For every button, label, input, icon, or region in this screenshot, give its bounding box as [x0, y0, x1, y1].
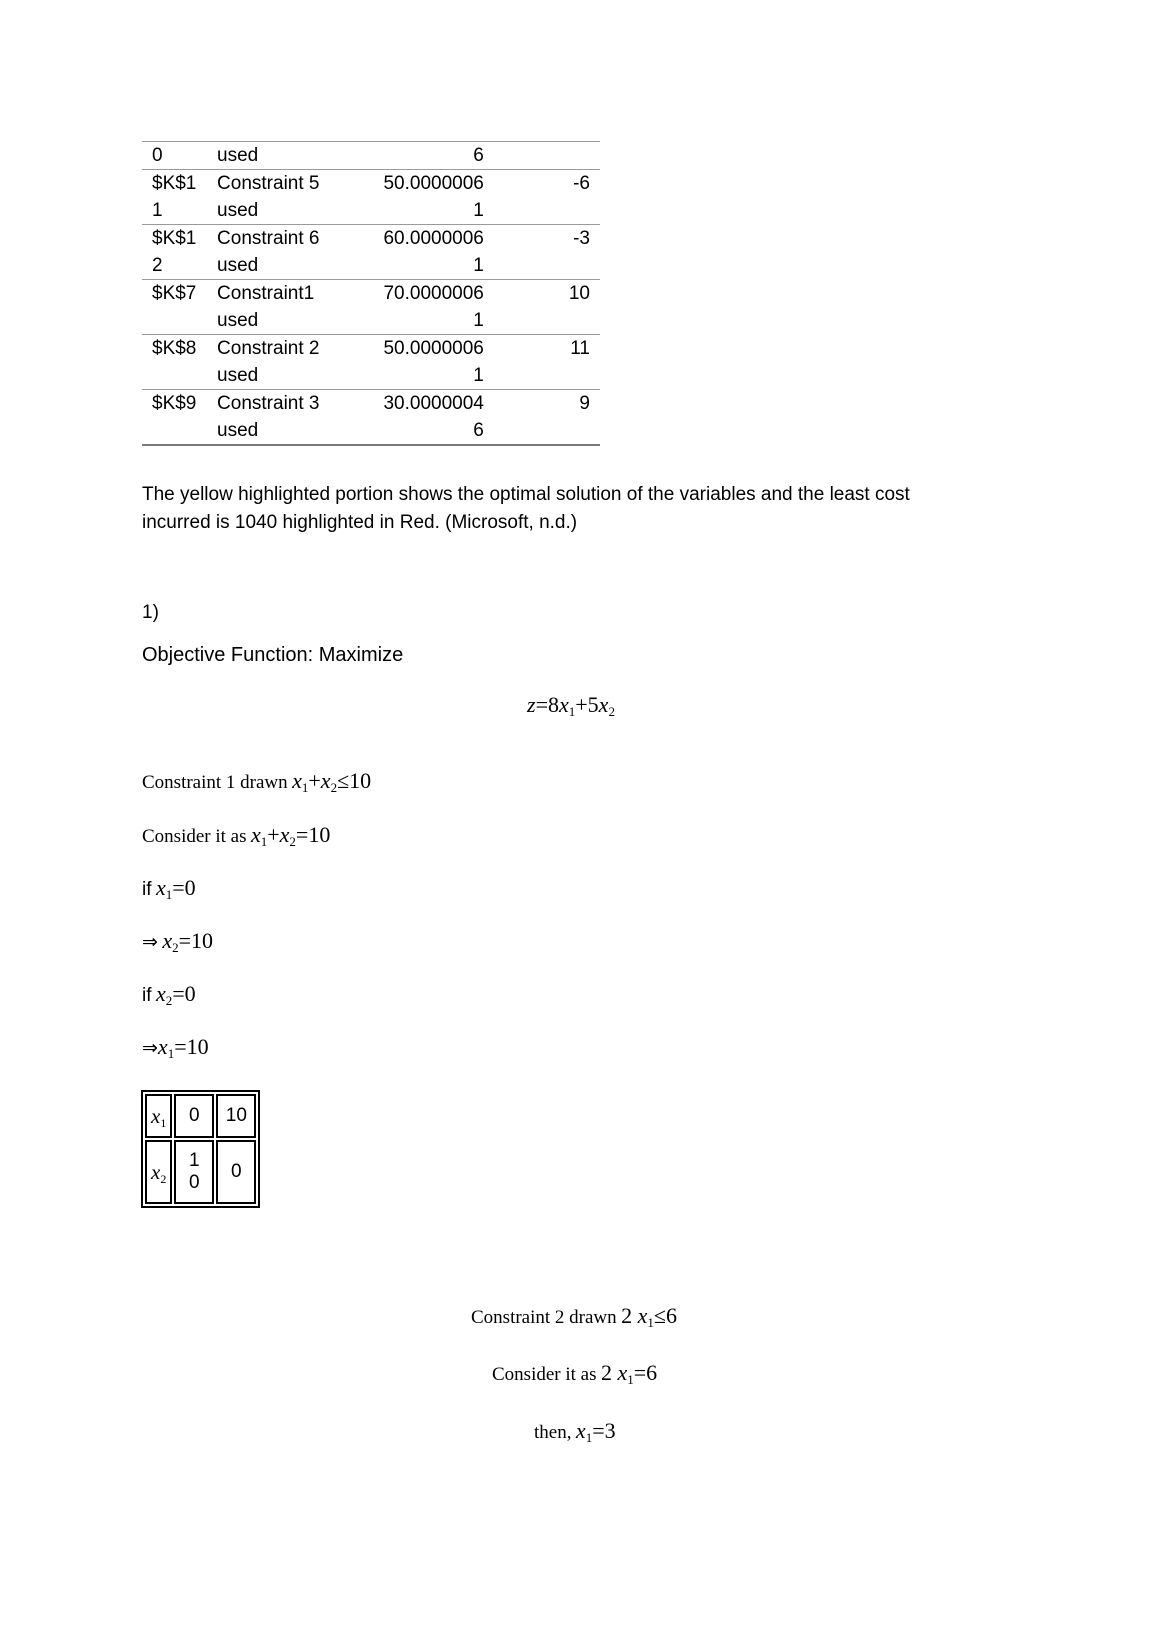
solver-cell-ref	[142, 170, 217, 225]
solver-text-line: 1	[473, 310, 484, 331]
solver-text-line: 11	[570, 338, 590, 359]
solver-text-line: 0	[152, 145, 163, 166]
if-x2-zero: if $x_2=0$	[142, 981, 196, 1008]
constraint-2-consider: Consider it as 2 $x_1=6$	[492, 1360, 658, 1387]
solver-cell-ref	[142, 225, 217, 280]
solver-lagrange	[484, 390, 600, 446]
solver-text-line: 6	[473, 420, 484, 441]
points-cell: 10	[216, 1094, 256, 1138]
solver-text-line: 10	[568, 283, 590, 304]
constraint-2-drawn: Constraint 2 drawn 2 $x_1\le 6$	[471, 1303, 677, 1330]
solver-text-line: 70.0000006	[383, 283, 484, 304]
solver-text-line: $K$8	[152, 338, 197, 359]
then-x1-ten: $\Rightarrow x_1=10$	[142, 1034, 209, 1061]
solver-text-line: -6	[573, 173, 590, 194]
solver-constraints-table	[142, 141, 600, 446]
if-x1-zero: if $x_1=0$	[142, 875, 196, 902]
solver-text-line: -3	[573, 228, 590, 249]
solver-text-line: used	[217, 145, 259, 166]
points-var-x2: $x_2$	[145, 1140, 172, 1204]
solver-text-line: used	[217, 365, 259, 386]
solver-text-line: Constraint 2	[217, 338, 320, 359]
constraint-2-then: then, $x_1=3$	[534, 1418, 616, 1445]
solver-cell-ref	[142, 142, 217, 170]
solver-text-line: Constraint 3	[217, 393, 320, 414]
solver-text-line: 30.0000004	[383, 393, 484, 414]
then-x2-ten: ⇒ $x_2=10$	[142, 928, 214, 955]
question-number: 1)	[142, 602, 159, 623]
objective-equation: $z=8x_1+5x_2$	[527, 692, 615, 719]
solver-final-value	[374, 280, 484, 335]
points-cell: 0	[174, 1094, 214, 1138]
solver-text-line: used	[217, 200, 259, 221]
solver-text-line: 50.0000006	[383, 338, 484, 359]
explanation-line-2: incurred is 1040 highlighted in Red. (Microsoft, n.d.)	[142, 512, 578, 533]
points-cell: 0	[216, 1140, 256, 1204]
solver-constraint-name	[217, 170, 374, 225]
solver-text-line: 60.0000006	[383, 228, 484, 249]
solver-cell-ref	[142, 390, 217, 446]
solver-final-value	[374, 335, 484, 390]
solver-lagrange	[484, 335, 600, 390]
points-row-x1	[145, 1094, 256, 1138]
solver-lagrange	[484, 225, 600, 280]
solver-text-line: Constraint 5	[217, 173, 320, 194]
solver-cell-ref	[142, 335, 217, 390]
solver-cell-ref	[142, 280, 217, 335]
constraint-1-drawn: Constraint 1 drawn $x_1+x_2\le 10$	[142, 768, 372, 795]
solver-constraint-name	[217, 142, 374, 170]
solver-text-line: used	[217, 310, 259, 331]
solver-final-value	[374, 390, 484, 446]
solver-table-row	[142, 142, 600, 170]
solver-lagrange	[484, 170, 600, 225]
solver-table-row	[142, 170, 600, 225]
solver-text-line: used	[217, 420, 259, 441]
solver-final-value	[374, 170, 484, 225]
solver-text-line: 2	[152, 255, 163, 276]
solver-text-line: 50.0000006	[383, 173, 484, 194]
solver-table-row	[142, 225, 600, 280]
solver-table-row	[142, 280, 600, 335]
solver-text-line: 6	[473, 145, 484, 166]
solver-constraint-name	[217, 280, 374, 335]
solver-lagrange	[484, 280, 600, 335]
solver-text-line: 1	[152, 200, 163, 221]
points-cell: 1 0	[174, 1140, 214, 1204]
intercept-points-table	[141, 1090, 260, 1208]
points-row-x2	[145, 1140, 256, 1204]
solver-text-line: 1	[473, 255, 484, 276]
solver-table-row	[142, 335, 600, 390]
solver-text-line: 1	[473, 200, 484, 221]
solver-table-row	[142, 390, 600, 446]
constraint-1-consider: Consider it as $x_1+x_2=10$	[142, 822, 331, 849]
explanation-line-1: The yellow highlighted portion shows the optimal solution of the variables and the least cost	[142, 484, 910, 505]
solver-text-line: used	[217, 255, 259, 276]
solver-text-line: $K$7	[152, 283, 197, 304]
solver-text-line: $K$9	[152, 393, 197, 414]
solver-lagrange	[484, 142, 600, 170]
solver-text-line: Constraint1	[217, 283, 315, 304]
solver-text-line: $K$1	[152, 228, 197, 249]
solver-text-line: $K$1	[152, 173, 197, 194]
objective-label: Objective Function: Maximize	[142, 644, 404, 666]
solver-final-value	[374, 225, 484, 280]
points-var-x1: $x_1$	[145, 1094, 172, 1138]
solver-constraint-name	[217, 335, 374, 390]
solver-text-line: Constraint 6	[217, 228, 320, 249]
solver-constraint-name	[217, 390, 374, 446]
solver-constraint-name	[217, 225, 374, 280]
solver-text-line: 9	[579, 393, 590, 414]
solver-final-value	[374, 142, 484, 170]
solver-text-line: 1	[473, 365, 484, 386]
